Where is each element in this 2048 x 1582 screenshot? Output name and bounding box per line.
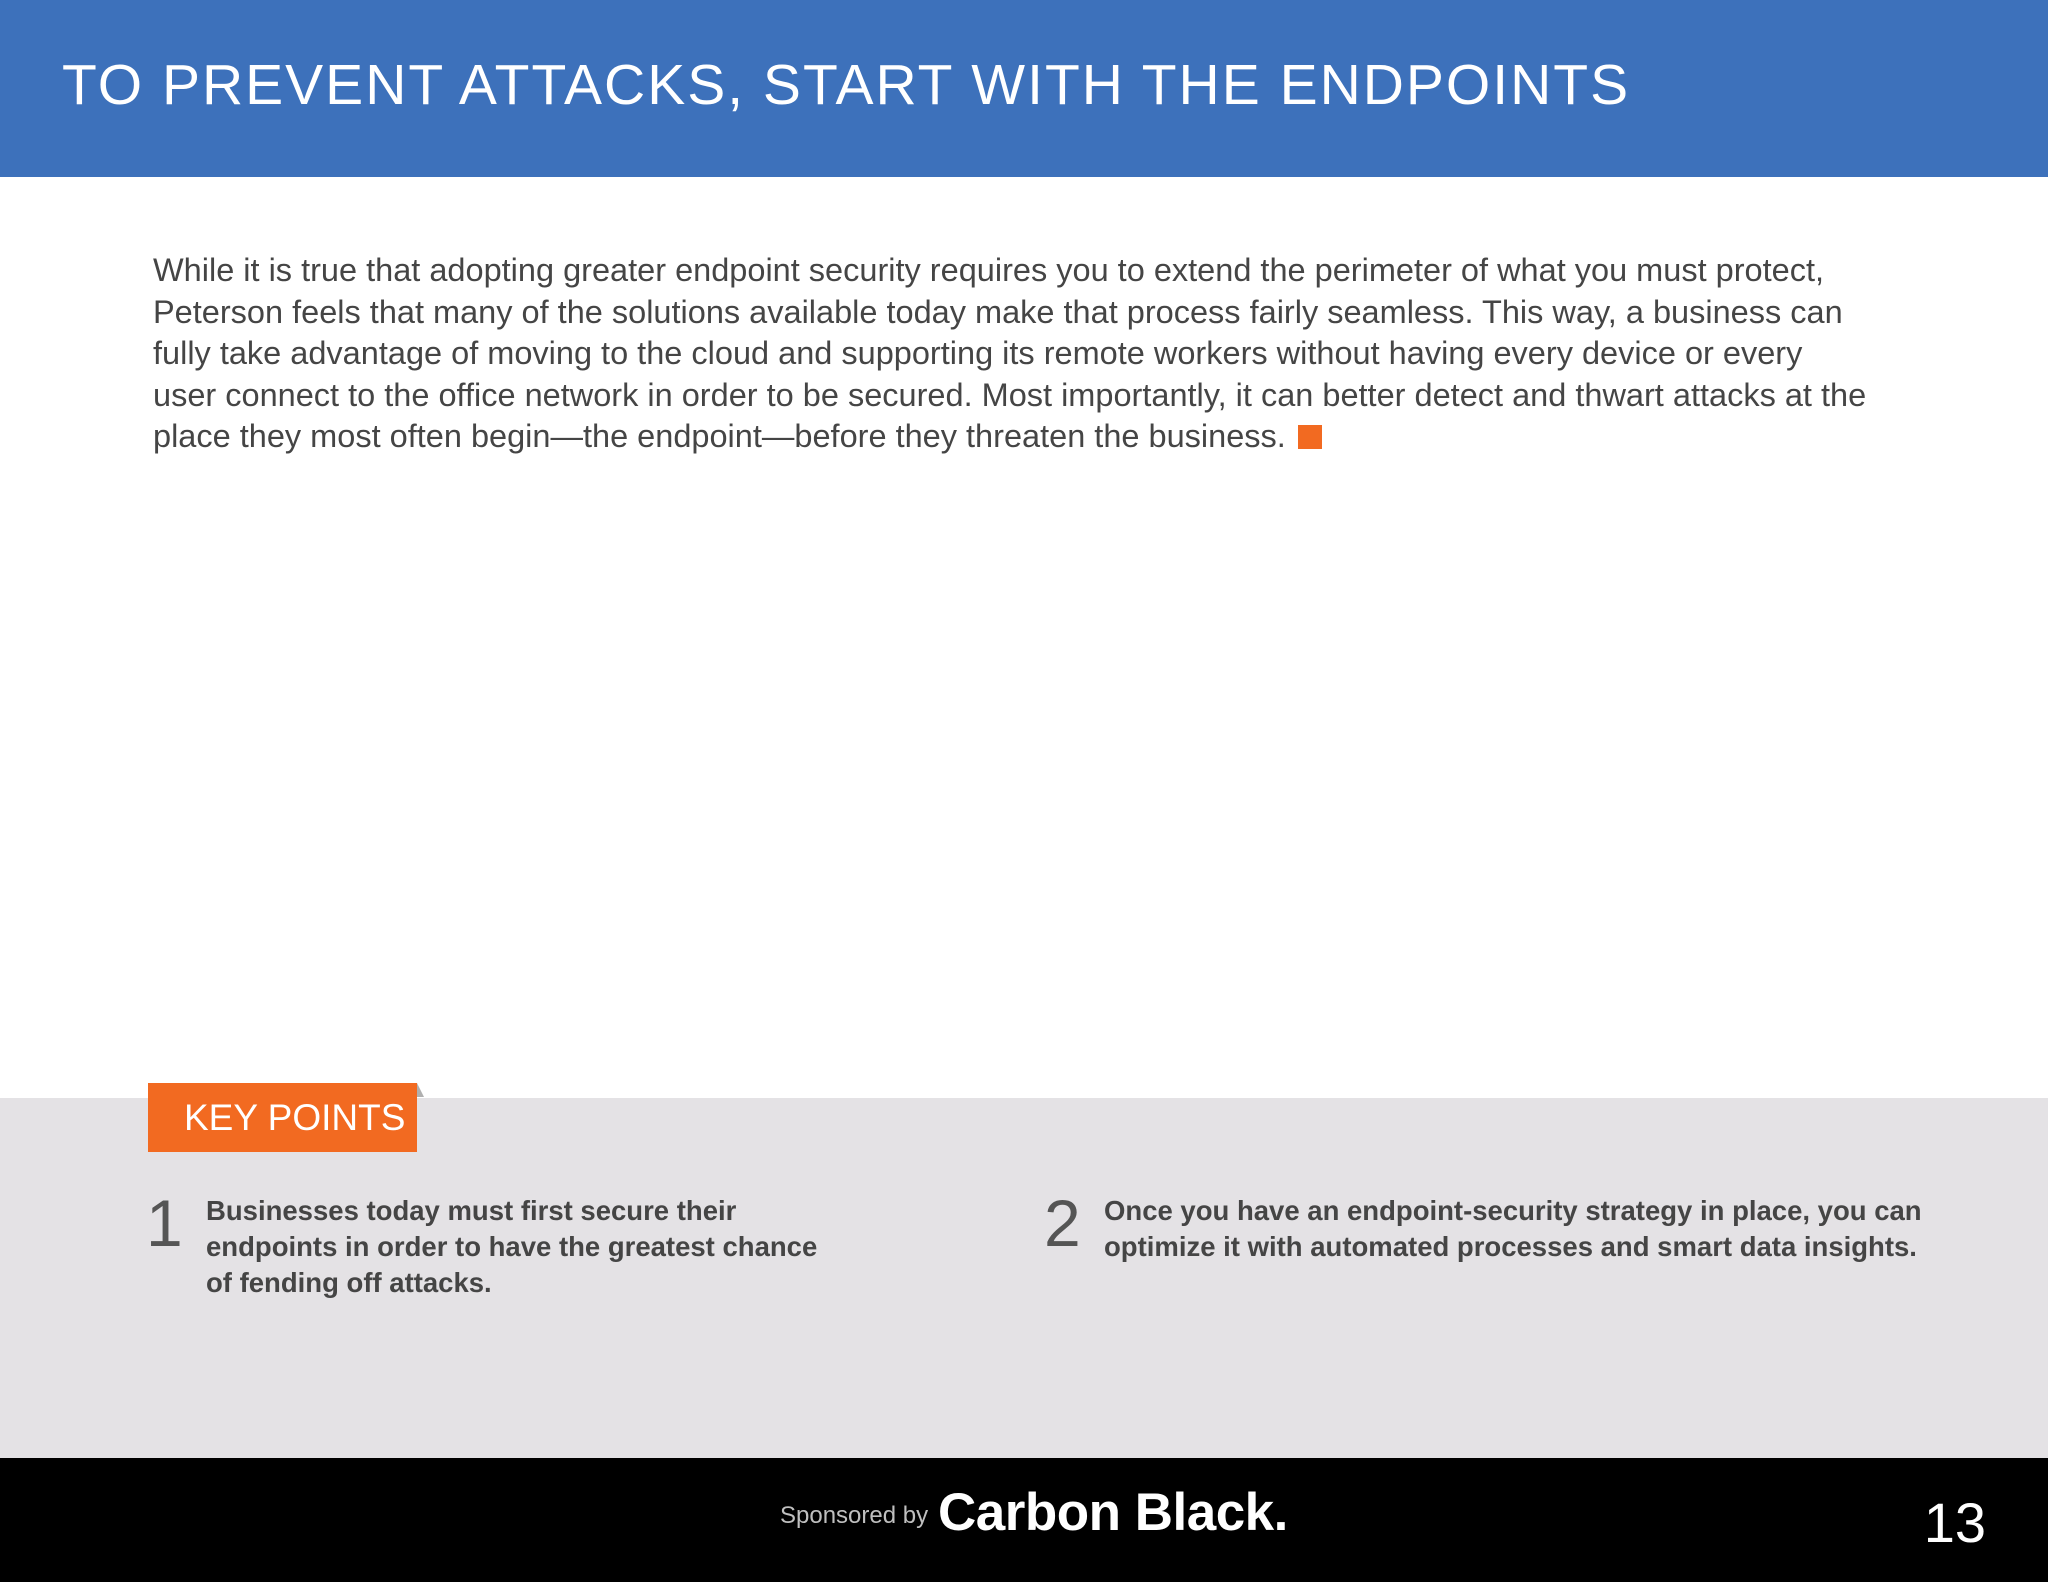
key-point-text: Businesses today must first secure their endpoints in order to have the greatest chance of fending off attacks. xyxy=(206,1195,818,1298)
page-footer xyxy=(0,1458,2048,1582)
key-point-text: Once you have an endpoint-security strategy in place, you can optimize it with automated processes and smart data insights. xyxy=(1104,1195,1922,1262)
key-point-number: 2 xyxy=(1044,1186,1081,1260)
carbon-black-logo: Carbon Black. xyxy=(938,1483,1288,1542)
key-point-number: 1 xyxy=(146,1186,183,1260)
body-paragraph xyxy=(153,250,1873,458)
page-title: TO PREVENT ATTACKS, START WITH THE ENDPOINTS xyxy=(62,53,1631,117)
page-number: 13 xyxy=(1923,1491,1986,1554)
page-header xyxy=(0,0,2048,177)
sponsored-by-label: Sponsored by xyxy=(780,1502,929,1529)
key-points-label: KEY POINTS xyxy=(184,1097,406,1138)
key-points-tab xyxy=(148,1083,417,1152)
key-points-tab-fold xyxy=(417,1083,424,1097)
end-of-article-mark xyxy=(1298,425,1322,449)
body-paragraph-text: While it is true that adopting greater endpoint security requires you to extend the perimeter of what you must protect, Peterson feels that many of the solutions available today make that process fairly seamless. This way, a business can fully take advantage of moving to the cloud and supporting its remote workers without having every device or every user connect to the office network in order to be secured. Most importantly, it can better detect and thwart attacks at the place they most often begin—the endpoint—before they threaten the business. xyxy=(153,252,1867,454)
